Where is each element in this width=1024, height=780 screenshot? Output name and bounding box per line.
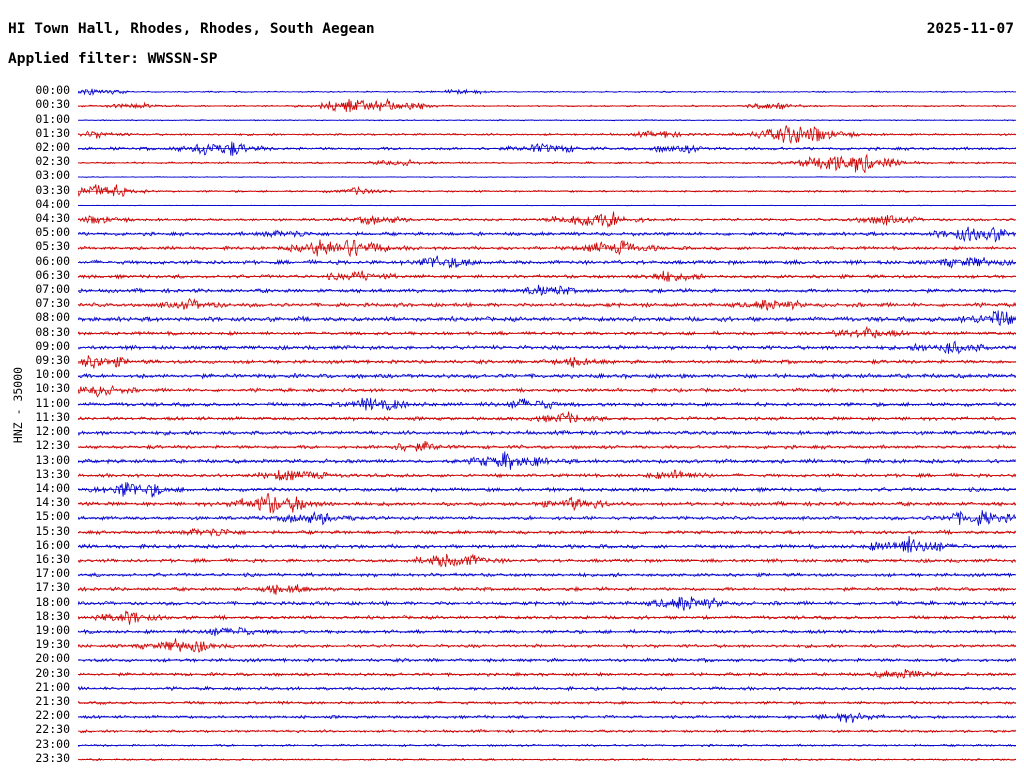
- y-tick-label: 09:00: [35, 338, 70, 353]
- y-tick-label: 22:30: [35, 722, 70, 737]
- y-tick-label: 00:00: [35, 83, 70, 98]
- trace-line: [78, 310, 1016, 325]
- y-tick-label: 23:30: [35, 750, 70, 765]
- record-date: 2025-11-07: [926, 21, 1014, 37]
- trace-line: [78, 184, 1016, 196]
- y-tick-label: 20:00: [35, 651, 70, 666]
- y-axis-tick-labels: [0, 84, 74, 766]
- trace-line: [78, 441, 1016, 451]
- trace-line: [78, 584, 1016, 595]
- trace-line: [78, 494, 1016, 513]
- y-tick-label: 23:00: [35, 736, 70, 751]
- y-tick-label: 01:00: [35, 111, 70, 126]
- y-tick-label: 11:00: [35, 395, 70, 410]
- trace-line: [78, 669, 1016, 678]
- y-tick-label: 05:00: [35, 225, 70, 240]
- y-tick-label: 17:00: [35, 566, 70, 581]
- y-tick-label: 12:00: [35, 424, 70, 439]
- y-tick-label: 13:00: [35, 452, 70, 467]
- trace-line: [78, 327, 1016, 338]
- y-tick-label: 17:30: [35, 580, 70, 595]
- applied-filter: Applied filter: WWSSN-SP: [8, 51, 218, 67]
- trace-line: [78, 412, 1016, 423]
- y-tick-label: 00:30: [35, 97, 70, 112]
- y-tick-label: 01:30: [35, 125, 70, 140]
- trace-line: [78, 256, 1016, 268]
- y-tick-label: 05:30: [35, 239, 70, 254]
- y-tick-label: 08:30: [35, 324, 70, 339]
- trace-line: [78, 713, 1016, 723]
- y-tick-label: 11:30: [35, 409, 70, 424]
- y-tick-label: 21:30: [35, 694, 70, 709]
- y-tick-label: 10:30: [35, 381, 70, 396]
- y-tick-label: 04:00: [35, 196, 70, 211]
- y-tick-label: 14:00: [35, 480, 70, 495]
- trace-line: [78, 536, 1016, 553]
- trace-line: [78, 386, 1016, 397]
- y-tick-label: 10:00: [35, 367, 70, 382]
- y-tick-label: 02:00: [35, 139, 70, 154]
- y-tick-label: 12:30: [35, 438, 70, 453]
- trace-line: [78, 99, 1016, 112]
- y-axis-label: HNZ - 35000: [11, 366, 25, 444]
- page-title: HI Town Hall, Rhodes, Rhodes, South Aegean: [8, 21, 375, 37]
- trace-line: [78, 638, 1016, 652]
- y-tick-label: 03:30: [35, 182, 70, 197]
- y-tick-label: 09:30: [35, 353, 70, 368]
- y-tick-label: 15:30: [35, 523, 70, 538]
- trace-line: [78, 271, 1016, 282]
- chart-header: [0, 0, 1024, 78]
- y-tick-label: 13:30: [35, 466, 70, 481]
- y-tick-label: 19:30: [35, 637, 70, 652]
- seismogram-plot: [78, 84, 1016, 766]
- seismogram-traces: [78, 84, 1016, 766]
- y-tick-label: 03:00: [35, 168, 70, 183]
- y-tick-label: 14:30: [35, 495, 70, 510]
- y-tick-label: 07:00: [35, 282, 70, 297]
- y-tick-label: 18:30: [35, 608, 70, 623]
- trace-line: [78, 155, 1016, 173]
- y-tick-label: 19:00: [35, 623, 70, 638]
- y-tick-label: 16:00: [35, 537, 70, 552]
- y-tick-label: 06:00: [35, 253, 70, 268]
- trace-line: [78, 212, 1016, 227]
- y-tick-label: 02:30: [35, 154, 70, 169]
- y-tick-label: 07:30: [35, 296, 70, 311]
- y-tick-label: 22:00: [35, 708, 70, 723]
- y-tick-label: 18:00: [35, 594, 70, 609]
- y-tick-label: 08:00: [35, 310, 70, 325]
- trace-line: [78, 285, 1016, 295]
- y-tick-label: 21:00: [35, 679, 70, 694]
- y-tick-label: 16:30: [35, 551, 70, 566]
- y-tick-label: 20:30: [35, 665, 70, 680]
- y-tick-label: 15:00: [35, 509, 70, 524]
- trace-line: [78, 451, 1016, 469]
- y-tick-label: 04:30: [35, 210, 70, 225]
- y-tick-label: 06:30: [35, 267, 70, 282]
